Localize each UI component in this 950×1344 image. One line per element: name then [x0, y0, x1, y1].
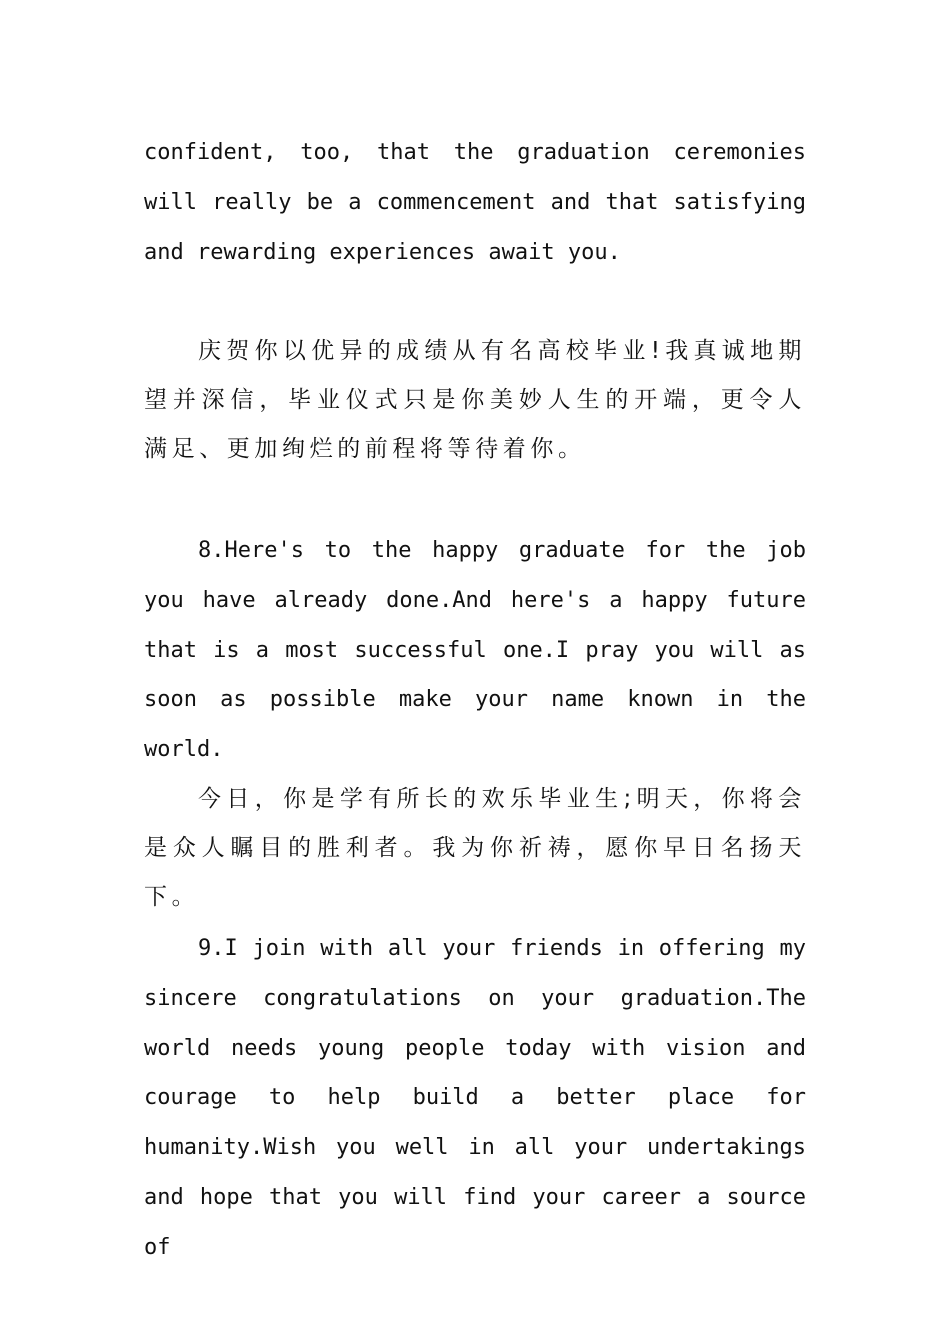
- paragraph-chinese-item-8: 今日，你是学有所长的欢乐毕业生;明天，你将会是众人瞩目的胜利者。我为你祈祷，愿你早日名扬天下。: [144, 786, 806, 910]
- paragraph-english-item-8: 8.Here's to the happy graduate for the job you have already done.And here's a happy future that is a most successful one.I pray you will as soon as possible make your name known in the world.: [144, 538, 806, 763]
- paragraph-chinese-congratulation: 庆贺你以优异的成绩从有名高校毕业!我真诚地期望并深信，毕业仪式只是你美妙人生的开端，更令人满足、更加绚烂的前程将等待着你。: [144, 338, 806, 462]
- paragraph-english-continuation: confident, too, that the graduation ceremonies will really be a commencement and that satisfying and rewarding experiences await you.: [144, 140, 806, 265]
- paragraph-english-item-9: 9.I join with all your friends in offering my sincere congratulations on your graduation.The world needs young people today with vision and courage to help build a better place for humanity.Wish you well in all your undertakings and hope that you will find your career a source of: [144, 936, 806, 1260]
